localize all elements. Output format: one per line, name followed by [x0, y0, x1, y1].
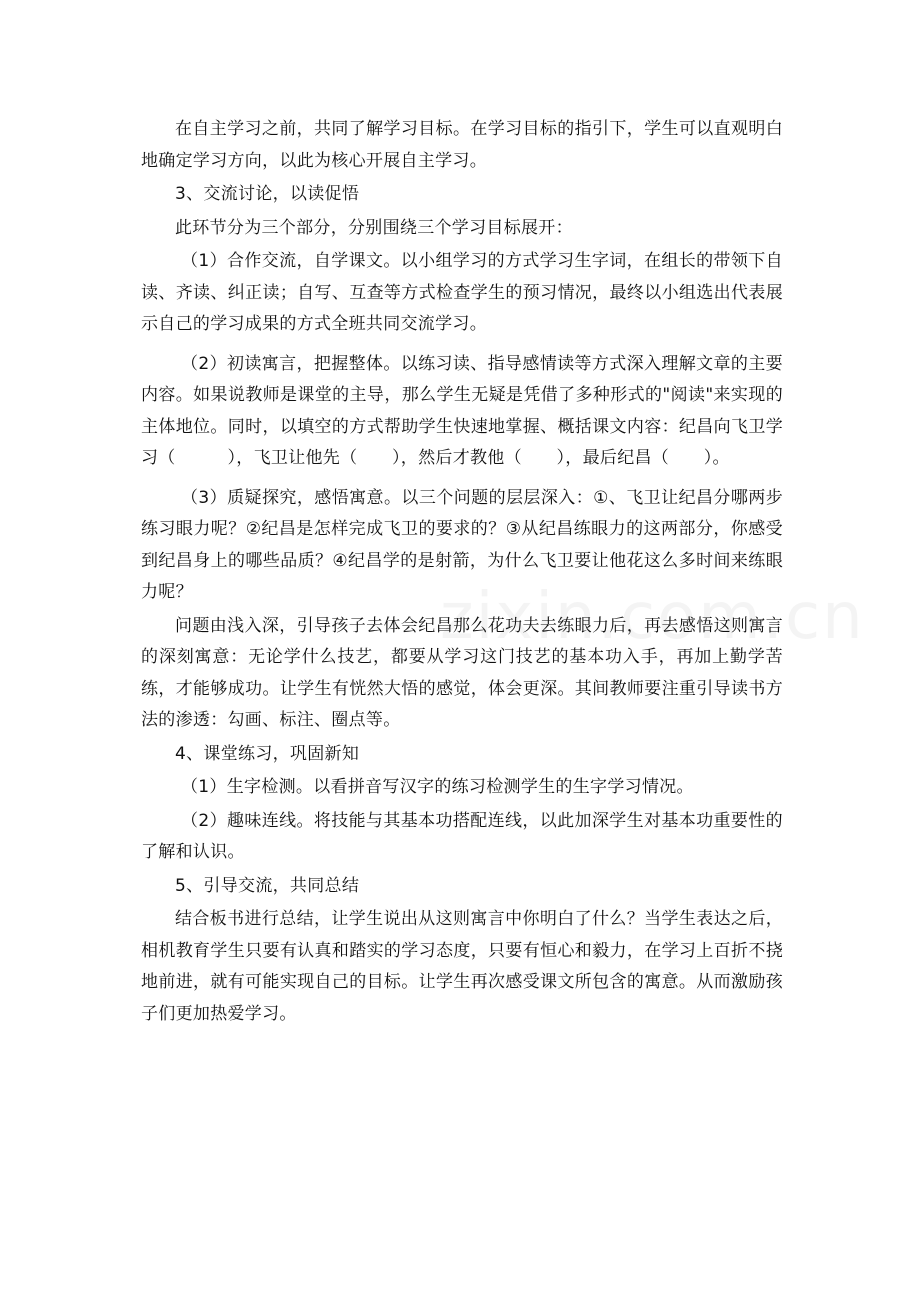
paragraph-section-3-intro: 此环节分为三个部分，分别围绕三个学习目标展开： — [175, 217, 573, 238]
paragraph-3-3: （3）质疑探究，感悟寓意。以三个问题的层层深入：①、飞卫让纪昌分哪两步练习眼力呢？②纪昌是怎样完成飞卫的要求的？③从纪昌练眼力的这两部分，你感受到纪昌身上的哪些品质？④纪昌学的是射箭，为什么飞卫要让他花这么多时间来练眼力呢？ — [141, 487, 783, 602]
paragraph-3-2: （2）初读寓言，把握整体。以练习读、指导感情读等方式深入理解文章的主要内容。如果说教师是课堂的主导，那么学生无疑是凭借了多种形式的"阅读"来实现的主体地位。同时，以填空的方式帮助学生快速地掌握、概括课文内容：纪昌向飞卫学习（ ），飞卫让他先（ ），然后才教他（ ），最后纪昌（ ）。 — [141, 353, 783, 468]
section-heading-3: 3、交流讨论，以读促悟 — [175, 184, 360, 204]
paragraph-5-summary: 结合板书进行总结，让学生说出从这则寓言中你明白了什么？当学生表达之后，相机教育学生只要有认真和踏实的学习态度，只要有恒心和毅力，在学习上百折不挠地前进，就有可能实现自己的目标。让学生再次感受课文所包含的寓意。从而激励孩子们更加热爱学习。 — [141, 909, 783, 1024]
document-body — [141, 114, 783, 1030]
paragraph-3-summary: 问题由浅入深，引导孩子去体会纪昌那么花功夫去练眼力后，再去感悟这则寓言的深刻寓意：无论学什么技艺，都要从学习这门技艺的基本功入手，再加上勤学苦练，才能够成功。让学生有恍然大悟的感觉，体会更深。其间教师要注重引导读书方法的渗透：勾画、标注、圈点等。 — [141, 615, 783, 730]
paragraph-4-2: （2）趣味连线。将技能与其基本功搭配连线，以此加深学生对基本功重要性的了解和认识。 — [141, 810, 783, 862]
paragraph-3-1: （1）合作交流，自学课文。以小组学习的方式学习生字词，在组长的带领下自读、齐读、纠正读；自写、互查等方式检查学生的预习情况，最终以小组选出代表展示自己的学习成果的方式全班共同交流学习。 — [141, 251, 783, 334]
section-heading-5: 5、引导交流，共同总结 — [175, 875, 360, 896]
section-heading-4: 4、课堂练习，巩固新知 — [175, 743, 360, 764]
paragraph-4-1: （1）生字检测。以看拼音写汉字的练习检测学生的生字学习情况。 — [181, 777, 694, 797]
paragraph-intro: 在自主学习之前，共同了解学习目标。在学习目标的指引下，学生可以直观明白地确定学习方向，以此为核心开展自主学习。 — [141, 119, 783, 171]
